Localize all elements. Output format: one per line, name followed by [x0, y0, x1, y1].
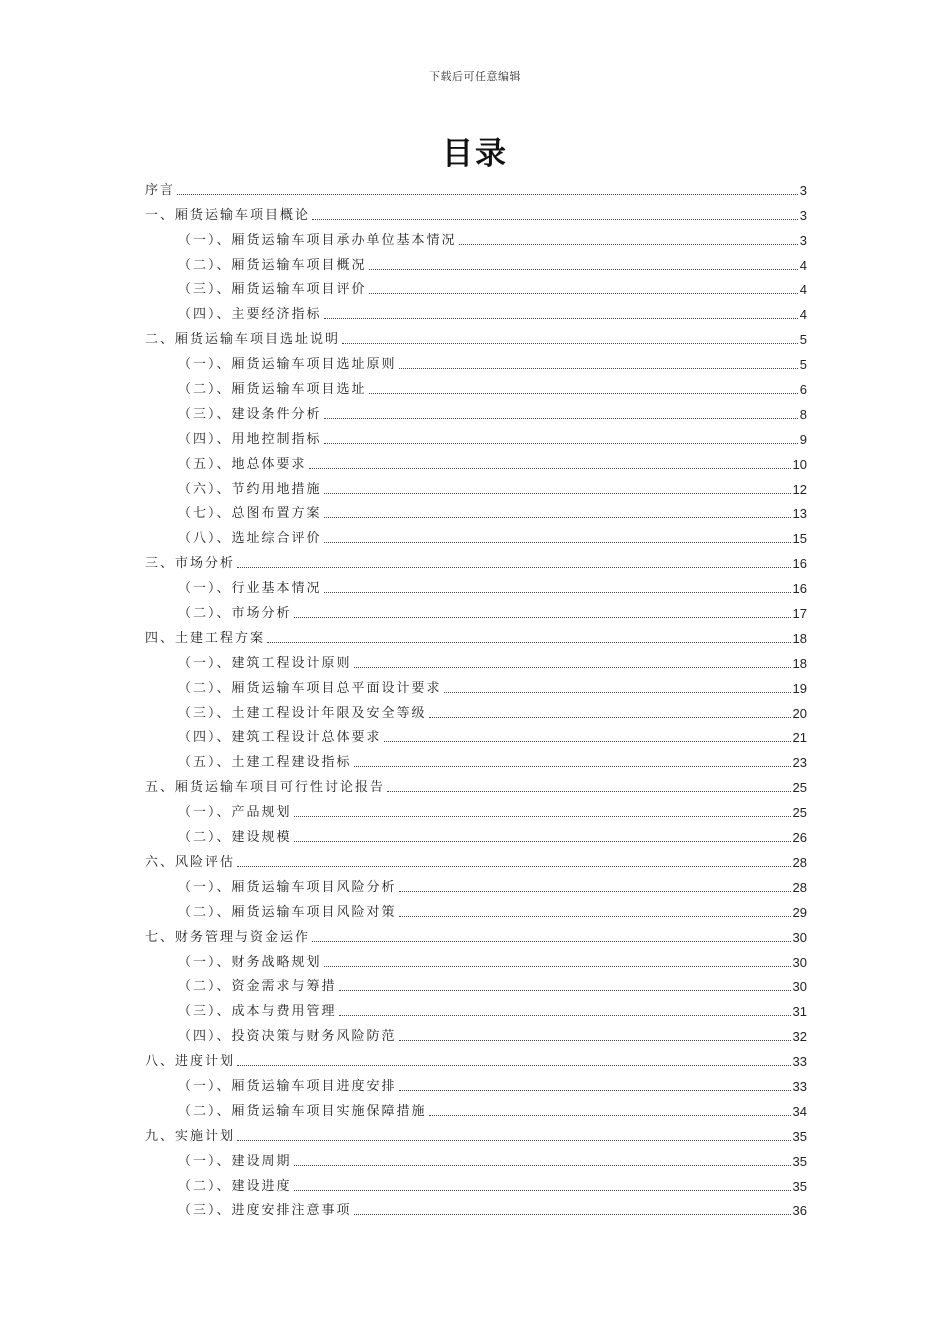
toc-subsection-entry[interactable] [145, 871, 807, 896]
toc-dot-leader [399, 1090, 791, 1091]
toc-dot-leader [444, 692, 791, 693]
toc-page-number: 3 [799, 232, 807, 248]
toc-title: 目录 [442, 136, 508, 172]
toc-page-number: 8 [799, 406, 807, 422]
toc-entry-title: （四）、用地控制指标 [178, 431, 322, 447]
toc-entry-title: （二）、厢货运输车项目概况 [178, 257, 367, 273]
toc-subsection-entry[interactable] [145, 1195, 807, 1220]
toc-entry-title: 一、厢货运输车项目概论 [145, 207, 311, 223]
toc-subsection-entry[interactable] [145, 647, 807, 672]
toc-subsection-entry[interactable] [145, 1020, 807, 1045]
toc-section-entry[interactable] [145, 846, 807, 871]
toc-dot-leader [324, 592, 791, 593]
toc-page-number: 35 [792, 1128, 807, 1144]
toc-page-number: 5 [799, 332, 807, 348]
toc-section-entry[interactable] [145, 547, 807, 572]
toc-entry-title: 九、实施计划 [145, 1128, 236, 1144]
toc-dot-leader [324, 418, 798, 419]
toc-entry-title: （三）、厢货运输车项目评价 [178, 282, 367, 298]
toc-dot-leader [354, 1214, 791, 1215]
toc-entry-title: 五、厢货运输车项目可行性讨论报告 [145, 780, 386, 796]
toc-entry-title: （二）、建设进度 [178, 1178, 292, 1194]
toc-dot-leader [399, 916, 791, 917]
toc-entry-title: （八）、选址综合评价 [178, 531, 322, 547]
toc-entry-title: （四）、建筑工程设计总体要求 [178, 730, 382, 746]
toc-dot-leader [294, 617, 791, 618]
toc-dot-leader [237, 567, 791, 568]
toc-page-number: 26 [792, 830, 807, 846]
toc-dot-leader [429, 717, 791, 718]
toc-dot-leader [369, 269, 798, 270]
toc-page-number: 21 [792, 730, 807, 746]
toc-page-number: 3 [799, 182, 807, 198]
toc-page-number: 16 [792, 581, 807, 597]
toc-page-number: 35 [792, 1153, 807, 1169]
toc-section-entry[interactable] [145, 199, 807, 224]
toc-page-number: 23 [792, 755, 807, 771]
toc-subsection-entry[interactable] [145, 522, 807, 547]
toc-subsection-entry[interactable] [145, 398, 807, 423]
toc-subsection-entry[interactable] [145, 796, 807, 821]
toc-subsection-entry[interactable] [145, 946, 807, 971]
toc-page-number: 29 [792, 904, 807, 920]
toc-subsection-entry[interactable] [145, 298, 807, 323]
toc-subsection-entry[interactable] [145, 1145, 807, 1170]
toc-page-number: 33 [792, 1078, 807, 1094]
toc-entry-title: （一）、行业基本情况 [178, 581, 322, 597]
toc-dot-leader [384, 741, 791, 742]
toc-entry-title: （二）、厢货运输车项目总平面设计要求 [178, 680, 442, 696]
toc-page-number: 31 [792, 1004, 807, 1020]
toc-dot-leader [324, 517, 791, 518]
toc-dot-leader [399, 1040, 791, 1041]
toc-entry-title: 四、土建工程方案 [145, 630, 266, 646]
toc-section-entry[interactable] [145, 771, 807, 796]
toc-subsection-entry[interactable] [145, 423, 807, 448]
toc-dot-leader [267, 642, 791, 643]
toc-page-number: 36 [792, 1203, 807, 1219]
toc-page-number: 18 [792, 655, 807, 671]
toc-page-number: 5 [799, 357, 807, 373]
toc-page-number: 33 [792, 1054, 807, 1070]
toc-entry-title: （三）、成本与费用管理 [178, 1004, 337, 1020]
toc-dot-leader [342, 343, 798, 344]
toc-dot-leader [324, 318, 798, 319]
toc-entry-title: （三）、土建工程设计年限及安全等级 [178, 705, 427, 721]
toc-entry-title: （五）、土建工程建设指标 [178, 755, 352, 771]
toc-entry-title: （一）、财务战略规划 [178, 954, 322, 970]
toc-entry-title: （二）、资金需求与筹措 [178, 979, 337, 995]
toc-page-number: 6 [799, 382, 807, 398]
toc-page-number: 35 [792, 1178, 807, 1194]
toc-subsection-entry[interactable] [145, 896, 807, 921]
toc-entry-title: 八、进度计划 [145, 1054, 236, 1070]
toc-dot-leader [324, 443, 798, 444]
toc-subsection-entry[interactable] [145, 1070, 807, 1095]
toc-subsection-entry[interactable] [145, 746, 807, 771]
toc-dot-leader [324, 966, 791, 967]
toc-section-entry[interactable] [145, 921, 807, 946]
toc-page-number: 16 [792, 556, 807, 572]
toc-dot-leader [324, 493, 791, 494]
toc-dot-leader [354, 766, 791, 767]
toc-entry-title: （一）、厢货运输车项目进度安排 [178, 1078, 397, 1094]
toc-subsection-entry[interactable] [145, 672, 807, 697]
toc-entry-title: （七）、总图布置方案 [178, 506, 322, 522]
toc-entry-title: （一）、建设周期 [178, 1153, 292, 1169]
toc-page-number: 4 [799, 307, 807, 323]
toc-entry-title: （二）、厢货运输车项目实施保障措施 [178, 1103, 427, 1119]
toc-entry-title: （一）、厢货运输车项目承办单位基本情况 [178, 232, 457, 248]
toc-page-number: 9 [799, 431, 807, 447]
toc-page-number: 19 [792, 680, 807, 696]
toc-page-number: 4 [799, 257, 807, 273]
toc-subsection-entry[interactable] [145, 224, 807, 249]
toc-subsection-entry[interactable] [145, 995, 807, 1020]
toc-dot-leader [459, 244, 798, 245]
toc-section-entry[interactable] [145, 323, 807, 348]
toc-entry-title: （一）、建筑工程设计原则 [178, 655, 352, 671]
toc-subsection-entry[interactable] [145, 821, 807, 846]
toc-entry-title: （二）、建设规模 [178, 830, 292, 846]
toc-dot-leader [309, 468, 791, 469]
toc-entry-title: 序言 [145, 182, 176, 198]
toc-entry-title: （六）、节约用地措施 [178, 481, 322, 497]
toc-page-number: 28 [792, 879, 807, 895]
toc-dot-leader [237, 866, 791, 867]
toc-entry-title: （一）、产品规划 [178, 805, 292, 821]
toc-entry-title: （一）、厢货运输车项目风险分析 [178, 879, 397, 895]
toc-page-number: 18 [792, 630, 807, 646]
toc-entry-title: （四）、投资决策与财务风险防范 [178, 1029, 397, 1045]
toc-list [145, 174, 807, 1219]
toc-subsection-entry[interactable] [145, 373, 807, 398]
toc-page-number: 32 [792, 1029, 807, 1045]
toc-page-number: 25 [792, 780, 807, 796]
toc-dot-leader [369, 393, 798, 394]
toc-subsection-entry[interactable] [145, 597, 807, 622]
toc-entry-title: 六、风险评估 [145, 854, 236, 870]
toc-dot-leader [177, 194, 798, 195]
toc-page-number: 30 [792, 954, 807, 970]
toc-entry-title: （五）、地总体要求 [178, 456, 307, 472]
toc-subsection-entry[interactable] [145, 722, 807, 747]
toc-dot-leader [294, 1190, 791, 1191]
toc-section-entry[interactable] [145, 1045, 807, 1070]
toc-entry-title: 二、厢货运输车项目选址说明 [145, 332, 341, 348]
toc-dot-leader [294, 841, 791, 842]
toc-subsection-entry[interactable] [145, 1095, 807, 1120]
toc-page-number: 17 [792, 606, 807, 622]
toc-page-number: 15 [792, 531, 807, 547]
toc-entry-title: （四）、主要经济指标 [178, 307, 322, 323]
toc-page-number: 12 [792, 481, 807, 497]
toc-dot-leader [294, 816, 791, 817]
toc-dot-leader [429, 1115, 791, 1116]
toc-page-number: 20 [792, 705, 807, 721]
toc-page-number: 30 [792, 929, 807, 945]
toc-entry-title: （二）、市场分析 [178, 606, 292, 622]
toc-dot-leader [387, 791, 791, 792]
toc-entry-title: （三）、建设条件分析 [178, 406, 322, 422]
toc-dot-leader [312, 941, 791, 942]
toc-dot-leader [399, 368, 798, 369]
toc-page-number: 34 [792, 1103, 807, 1119]
toc-dot-leader [237, 1140, 791, 1141]
toc-entry-title: 七、财务管理与资金运作 [145, 929, 311, 945]
toc-page-number: 13 [792, 506, 807, 522]
toc-section-entry[interactable] [145, 174, 807, 199]
toc-dot-leader [369, 293, 798, 294]
toc-subsection-entry[interactable] [145, 249, 807, 274]
toc-subsection-entry[interactable] [145, 498, 807, 523]
toc-entry-title: （二）、厢货运输车项目选址 [178, 382, 367, 398]
toc-entry-title: （三）、进度安排注意事项 [178, 1203, 352, 1219]
toc-dot-leader [399, 891, 791, 892]
toc-subsection-entry[interactable] [145, 348, 807, 373]
toc-subsection-entry[interactable] [145, 971, 807, 996]
toc-page-number: 25 [792, 805, 807, 821]
toc-page-number: 3 [799, 207, 807, 223]
toc-subsection-entry[interactable] [145, 473, 807, 498]
toc-page-number: 28 [792, 854, 807, 870]
toc-dot-leader [294, 1165, 791, 1166]
toc-dot-leader [324, 542, 791, 543]
toc-dot-leader [339, 990, 791, 991]
toc-section-entry[interactable] [145, 622, 807, 647]
toc-subsection-entry[interactable] [145, 448, 807, 473]
toc-entry-title: （二）、厢货运输车项目风险对策 [178, 904, 397, 920]
toc-entry-title: 三、市场分析 [145, 556, 236, 572]
toc-subsection-entry[interactable] [145, 1170, 807, 1195]
toc-subsection-entry[interactable] [145, 697, 807, 722]
toc-page-number: 10 [792, 456, 807, 472]
toc-page-number: 30 [792, 979, 807, 995]
toc-entry-title: （一）、厢货运输车项目选址原则 [178, 357, 397, 373]
toc-dot-leader [237, 1065, 791, 1066]
toc-section-entry[interactable] [145, 1120, 807, 1145]
toc-subsection-entry[interactable] [145, 572, 807, 597]
toc-subsection-entry[interactable] [145, 274, 807, 299]
toc-dot-leader [339, 1015, 791, 1016]
toc-dot-leader [354, 667, 791, 668]
toc-page-number: 4 [799, 282, 807, 298]
toc-dot-leader [312, 219, 798, 220]
header-note: 下载后可任意编辑 [429, 70, 521, 83]
